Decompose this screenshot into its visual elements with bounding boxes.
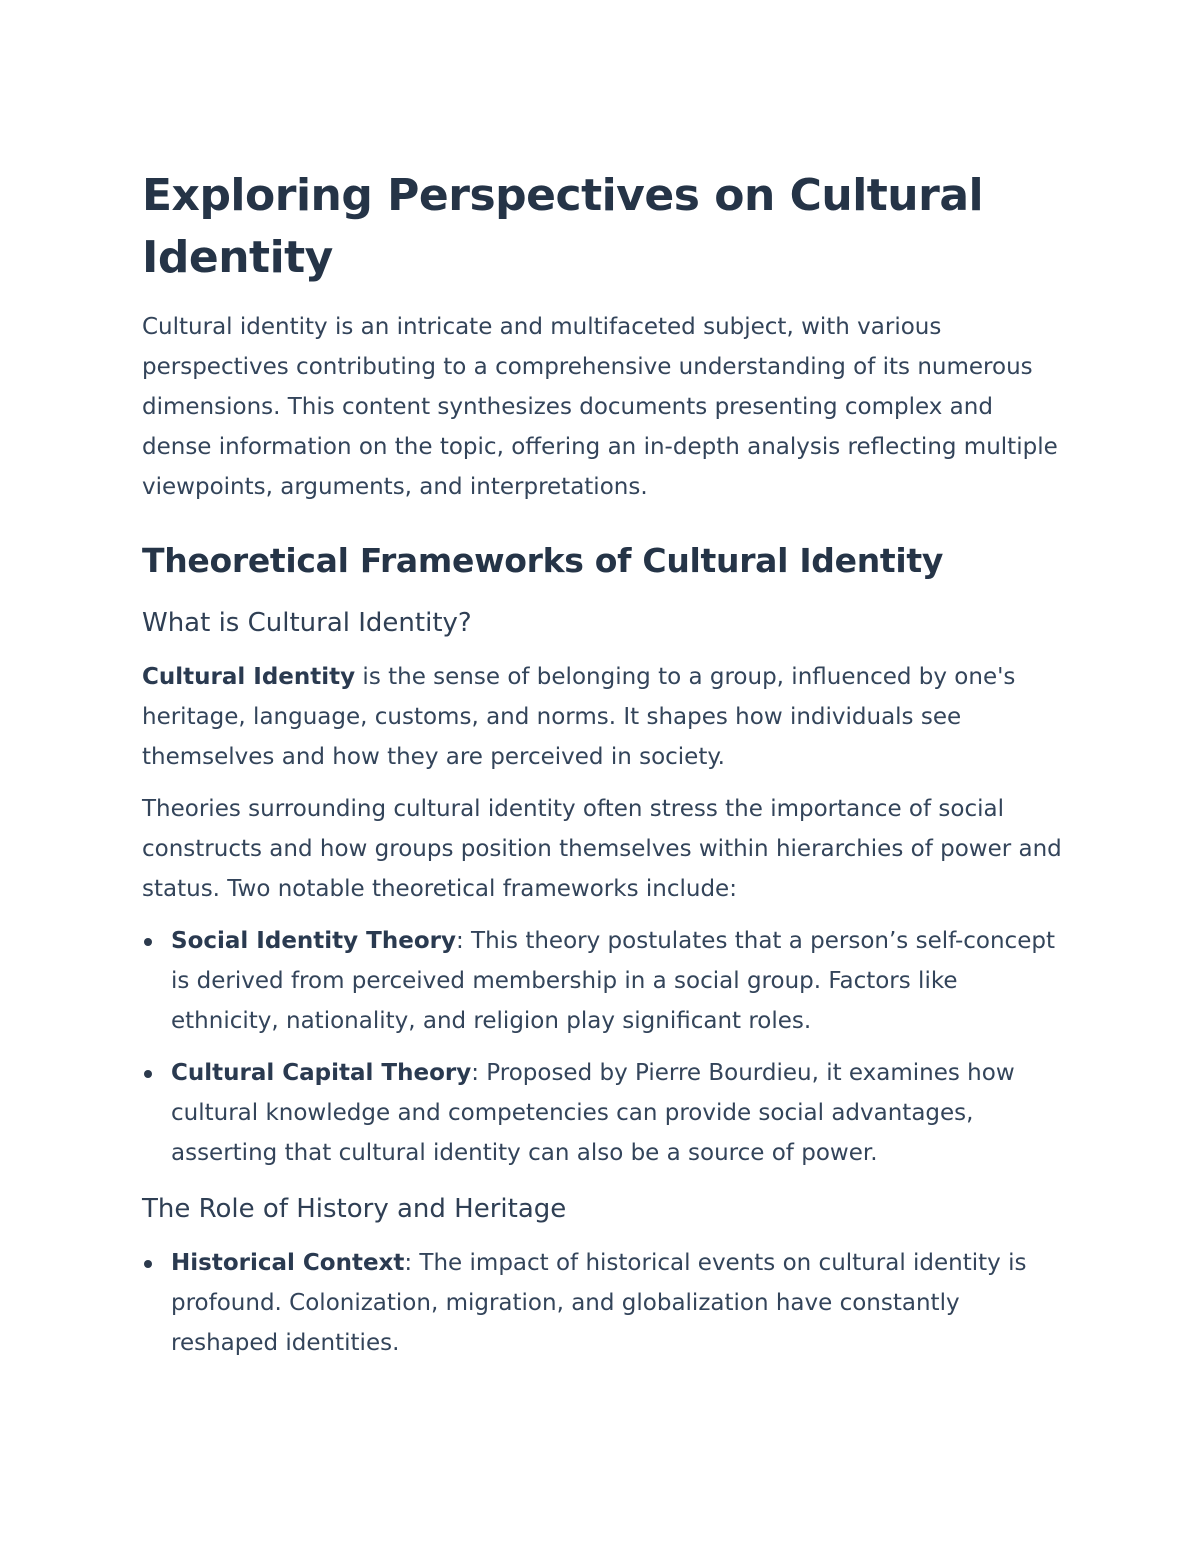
list-item: [142, 1243, 1062, 1363]
definition-text: is the sense of belonging to a group, influenced by one's heritage, language, customs, and norms. It shapes how individuals see themselves and how they are perceived in society.: [142, 664, 1016, 770]
document-title: Exploring Perspectives on Cultural Identity: [142, 170, 984, 283]
subheading-what-is-cultural-identity: What is Cultural Identity?: [142, 608, 472, 638]
definition-paragraph: [142, 657, 1062, 777]
frameworks-list: [142, 921, 1062, 1173]
bullet-icon: [144, 938, 152, 946]
list-item-text: : The impact of historical events on cultural identity is profound. Colonization, migration, and globalization have constantly reshaped identities.: [171, 1250, 1027, 1356]
list-item-text: : This theory postulates that a person’s self-concept is derived from perceived membership in a social group. Factors like ethnicity, nationality, and religion play significant roles.: [171, 928, 1055, 1034]
subheading-role-of-history: The Role of History and Heritage: [142, 1194, 567, 1224]
list-item-term: Cultural Capital Theory: [171, 1060, 472, 1086]
list-item-term: Social Identity Theory: [171, 928, 456, 954]
history-list: [142, 1243, 1062, 1363]
theories-paragraph: Theories surrounding cultural identity often stress the importance of social constructs and how groups position themselves within hierarchies of power and status. Two notable theoretical frameworks include:: [142, 796, 1062, 902]
intro-paragraph: Cultural identity is an intricate and multifaceted subject, with various perspectives contributing to a comprehensive understanding of its numerous dimensions. This content synthesizes documents presenting complex and dense information on the topic, offering an in-depth analysis reflecting multiple viewpoints, arguments, and interpretations.: [142, 314, 1058, 500]
list-item-text: : Proposed by Pierre Bourdieu, it examines how cultural knowledge and competencies can provide social advantages, asserting that cultural identity can also be a source of power.: [171, 1060, 1015, 1166]
bullet-icon: [144, 1260, 152, 1268]
list-item: [142, 1053, 1062, 1173]
document-page: [142, 165, 1062, 1375]
list-item-term: Historical Context: [171, 1250, 405, 1276]
definition-term: Cultural Identity: [142, 664, 356, 690]
bullet-icon: [144, 1070, 152, 1078]
list-item: [142, 921, 1062, 1041]
section-heading-theoretical-frameworks: Theoretical Frameworks of Cultural Identity: [142, 541, 944, 580]
